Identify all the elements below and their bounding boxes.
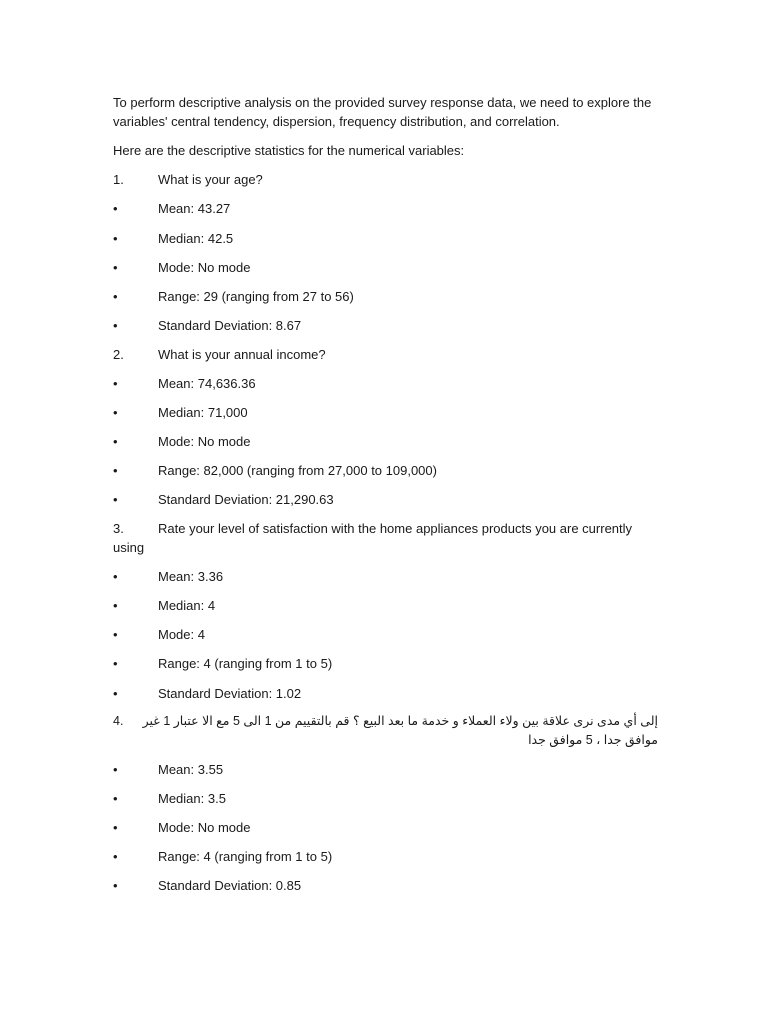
bullet-icon: • bbox=[113, 492, 118, 507]
question-text: Rate your level of satisfaction with the home appliances products you are currently using bbox=[113, 521, 633, 555]
stat-text: Standard Deviation: 21,290.63 bbox=[158, 492, 334, 507]
question-number: 4. bbox=[113, 714, 124, 728]
stat-text: Mean: 3.55 bbox=[158, 762, 224, 777]
bullet-icon: • bbox=[113, 820, 118, 835]
stat-text: Mode: 4 bbox=[158, 627, 205, 642]
bullet-icon: • bbox=[113, 463, 118, 478]
stat-text: Range: 29 (ranging from 27 to 56) bbox=[158, 289, 354, 304]
stat-text: Median: 71,000 bbox=[158, 405, 248, 420]
question-text: إلى أي مدى نرى علاقة بين ولاء العملاء و خدمة ما بعد البيع ؟ قم بالتقييم من 1 الى 5 مع الا عتبار 1 غير موافق جدا ، 5 موافق جدا bbox=[142, 714, 658, 747]
bullet-icon: • bbox=[113, 405, 118, 420]
stat-text: Mean: 3.36 bbox=[158, 569, 224, 584]
bullet-icon: • bbox=[113, 686, 118, 701]
bullet-icon: • bbox=[113, 762, 118, 777]
stat-text: Range: 82,000 (ranging from 27,000 to 109,000) bbox=[158, 463, 437, 478]
bullet-icon: • bbox=[113, 260, 118, 275]
question-number: 3. bbox=[113, 521, 124, 536]
bullet-icon: • bbox=[113, 627, 118, 642]
bullet-icon: • bbox=[113, 434, 118, 449]
stat-text: Standard Deviation: 1.02 bbox=[158, 686, 302, 701]
stat-text: Range: 4 (ranging from 1 to 5) bbox=[158, 849, 333, 864]
question-number: 2. bbox=[113, 347, 124, 362]
stat-text: Median: 4 bbox=[158, 598, 216, 613]
stat-text: Standard Deviation: 8.67 bbox=[158, 318, 302, 333]
bullet-icon: • bbox=[113, 231, 118, 246]
stat-text: Mean: 74,636.36 bbox=[158, 376, 256, 391]
stat-text: Median: 3.5 bbox=[158, 791, 226, 806]
stat-text: Mean: 43.27 bbox=[158, 201, 231, 216]
stat-text: Standard Deviation: 0.85 bbox=[158, 878, 302, 893]
bullet-icon: • bbox=[113, 791, 118, 806]
bullet-icon: • bbox=[113, 201, 118, 216]
bullet-icon: • bbox=[113, 289, 118, 304]
bullet-icon: • bbox=[113, 569, 118, 584]
question-4 bbox=[113, 712, 658, 750]
bullet-icon: • bbox=[113, 598, 118, 613]
intro-paragraph: To perform descriptive analysis on the provided survey response data, we need to explore the variables' central tendency, dispersion, frequency distribution, and correlation. bbox=[113, 95, 652, 129]
question-text: What is your annual income? bbox=[158, 347, 326, 362]
stat-text: Median: 42.5 bbox=[158, 231, 234, 246]
question-number: 1. bbox=[113, 172, 124, 187]
stat-text: Mode: No mode bbox=[158, 260, 251, 275]
subtitle: Here are the descriptive statistics for the numerical variables: bbox=[113, 143, 465, 158]
stat-text: Range: 4 (ranging from 1 to 5) bbox=[158, 656, 333, 671]
question-text: What is your age? bbox=[158, 172, 263, 187]
bullet-icon: • bbox=[113, 656, 118, 671]
bullet-icon: • bbox=[113, 376, 118, 391]
question-3 bbox=[113, 519, 653, 557]
bullet-icon: • bbox=[113, 878, 118, 893]
bullet-icon: • bbox=[113, 318, 118, 333]
stat-text: Mode: No mode bbox=[158, 820, 251, 835]
bullet-icon: • bbox=[113, 849, 118, 864]
stat-text: Mode: No mode bbox=[158, 434, 251, 449]
